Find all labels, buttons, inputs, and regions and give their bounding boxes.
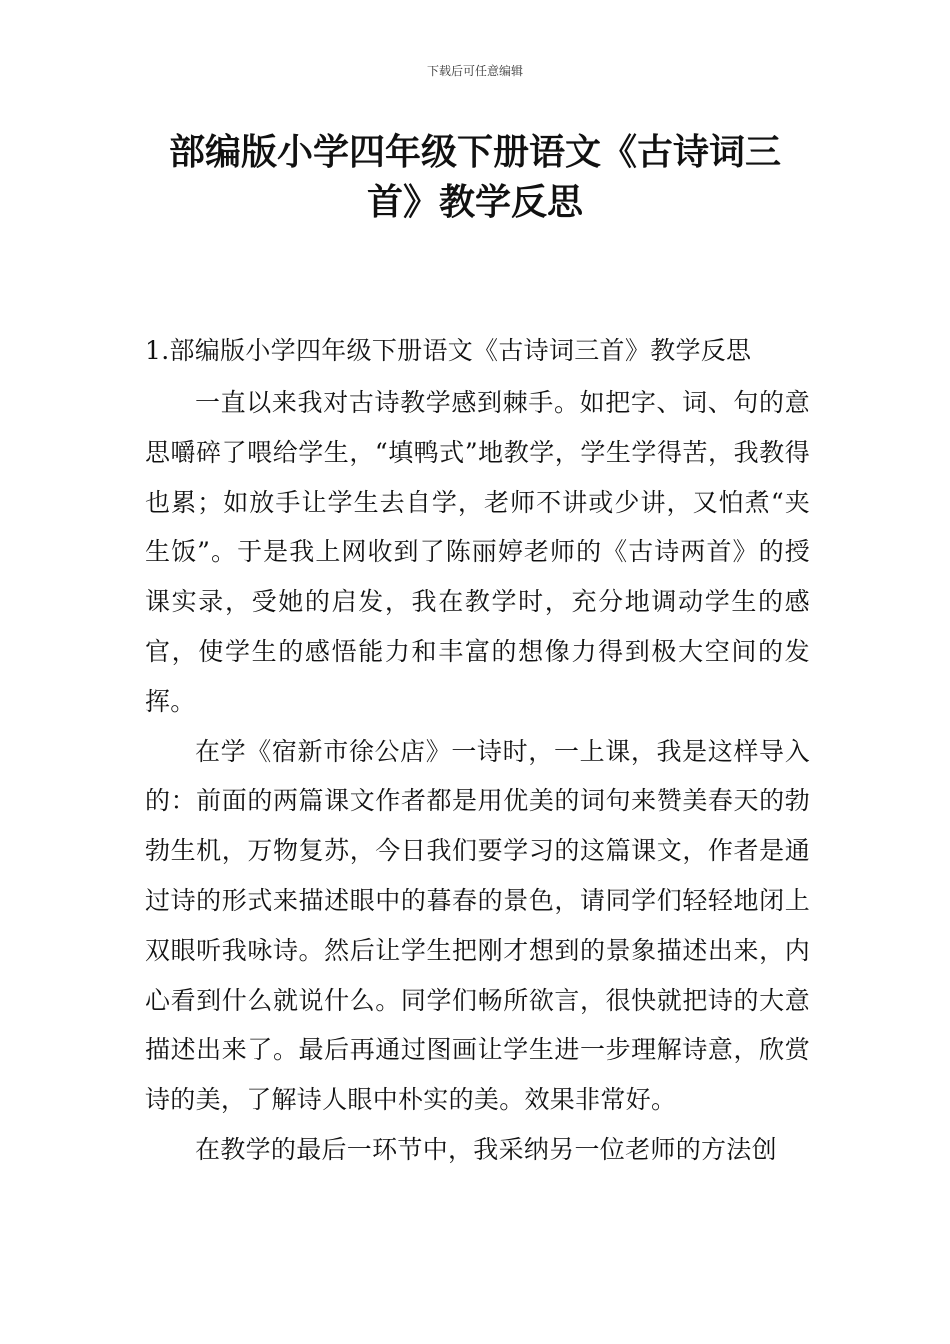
- paragraph: 在教学的最后一环节中，我采纳另一位老师的方法创: [195, 1134, 777, 1164]
- header-note: 下载后可任意编辑: [426, 64, 523, 78]
- paragraph: 一直以来我对古诗教学感到棘手。如把字、词、句的意思嚼碎了喂给学生，“填鸭式”地教学，学生学得苦，我教得也累；如放手让学生去自学，老师不讲或少讲，又怕煮“夹生饭”。于是我上网收到了陈丽婷老师的《古诗两首》的授课实录，受她的启发，我在教学时，充分地调动学生的感官，使学生的感悟能力和丰富的想像力得到极大空间的发挥。: [145, 388, 810, 716]
- document-title-line-1: 部编版小学四年级下册语文《古诗词三: [168, 132, 781, 173]
- section-heading: 1.部编版小学四年级下册语文《古诗词三首》教学反思: [145, 336, 752, 365]
- paragraph: 在学《宿新市徐公店》一诗时，一上课，我是这样导入的：前面的两篇课文作者都是用优美的词句来赞美春天的勃勃生机，万物复苏，今日我们要学习的这篇课文，作者是通过诗的形式来描述眼中的暮春的景色，请同学们轻轻地闭上双眼听我咏诗。然后让学生把刚才想到的景象描述出来，内心看到什么就说什么。同学们畅所欲言，很快就把诗的大意描述出来了。最后再通过图画让学生进一步理解诗意，欣赏诗的美，了解诗人眼中朴实的美。效果非常好。: [145, 736, 810, 1115]
- document-title-line-2: 首》教学反思: [366, 182, 583, 223]
- document-body: [145, 328, 810, 1175]
- document-title: [150, 128, 800, 228]
